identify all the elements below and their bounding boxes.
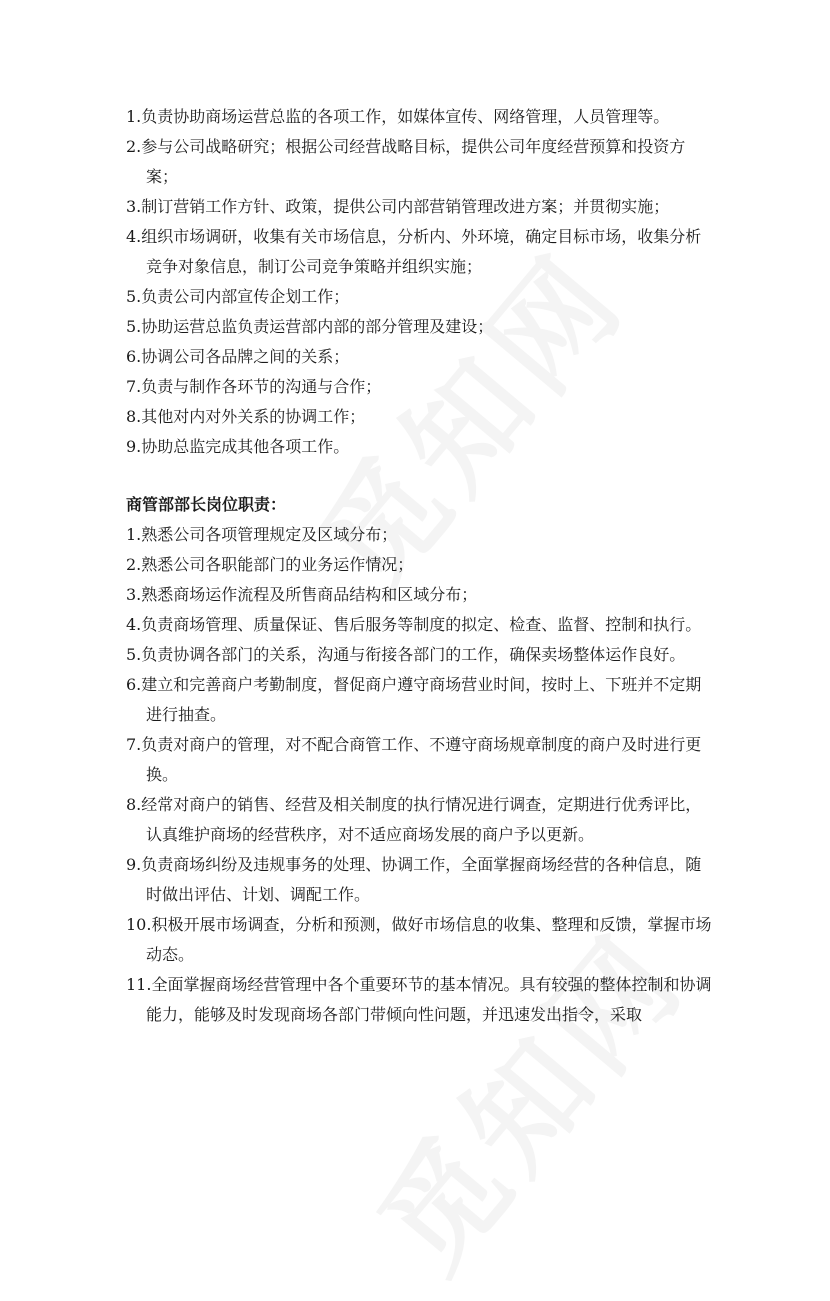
list-item: 10.积极开展市场调查，分析和预测，做好市场信息的收集、整理和反馈，掌握市场动态。	[126, 915, 712, 964]
list-item: 6.建立和完善商户考勤制度，督促商户遵守商场营业时间，按时上、下班并不定期进行抽查。	[126, 675, 702, 724]
section-merchant-manager-duties	[126, 490, 716, 1030]
list-item: 3.制订营销工作方针、政策，提供公司内部营销管理改进方案；并贯彻实施；	[126, 197, 670, 216]
list-item: 1.熟悉公司各项管理规定及区域分布；	[126, 525, 398, 544]
list-item: 2.参与公司战略研究；根据公司经营战略目标，提供公司年度经营预算和投资方案；	[126, 137, 686, 186]
list-item: 8.经常对商户的销售、经营及相关制度的执行情况进行调查，定期进行优秀评比，认真维护商场的经营秩序，对不适应商场发展的商户予以更新。	[126, 795, 702, 844]
list-item: 7.负责对商户的管理，对不配合商管工作、不遵守商场规章制度的商户及时进行更换。	[126, 735, 702, 784]
list-item: 3.熟悉商场运作流程及所售商品结构和区域分布；	[126, 585, 478, 604]
list-item: 4.组织市场调研，收集有关市场信息，分析内、外环境，确定目标市场，收集分析竞争对象信息，制订公司竞争策略并组织实施；	[126, 227, 702, 276]
list-item: 9.协助总监完成其他各项工作。	[126, 437, 350, 456]
list-item: 11.全面掌握商场经营管理中各个重要环节的基本情况。具有较强的整体控制和协调能力，能够及时发现商场各部门带倾向性问题，并迅速发出指令，采取	[126, 975, 712, 1024]
document-body	[126, 102, 716, 1030]
list-item: 5.协助运营总监负责运营部内部的部分管理及建设；	[126, 317, 494, 336]
list-item: 5.负责协调各部门的关系，沟通与衔接各部门的工作，确保卖场整体运作良好。	[126, 645, 686, 664]
section-heading: 商管部部长岗位职责：	[126, 495, 287, 514]
list-item: 9.负责商场纠纷及违规事务的处理、协调工作，全面掌握商场经营的各种信息，随时做出评估、计划、调配工作。	[126, 855, 702, 904]
list-item: 1.负责协助商场运营总监的各项工作，如媒体宣传、网络管理，人员管理等。	[126, 107, 670, 126]
list-item: 7.负责与制作各环节的沟通与合作；	[126, 377, 382, 396]
list-item: 2.熟悉公司各职能部门的业务运作情况；	[126, 555, 414, 574]
list-item: 6.协调公司各品牌之间的关系；	[126, 347, 350, 366]
list-item: 8.其他对内对外关系的协调工作；	[126, 407, 366, 426]
list-item: 5.负责公司内部宣传企划工作；	[126, 287, 350, 306]
section-gap	[126, 462, 716, 490]
list-item: 4.负责商场管理、质量保证、售后服务等制度的拟定、检查、监督、控制和执行。	[126, 615, 702, 634]
section-operations-duties	[126, 102, 716, 462]
